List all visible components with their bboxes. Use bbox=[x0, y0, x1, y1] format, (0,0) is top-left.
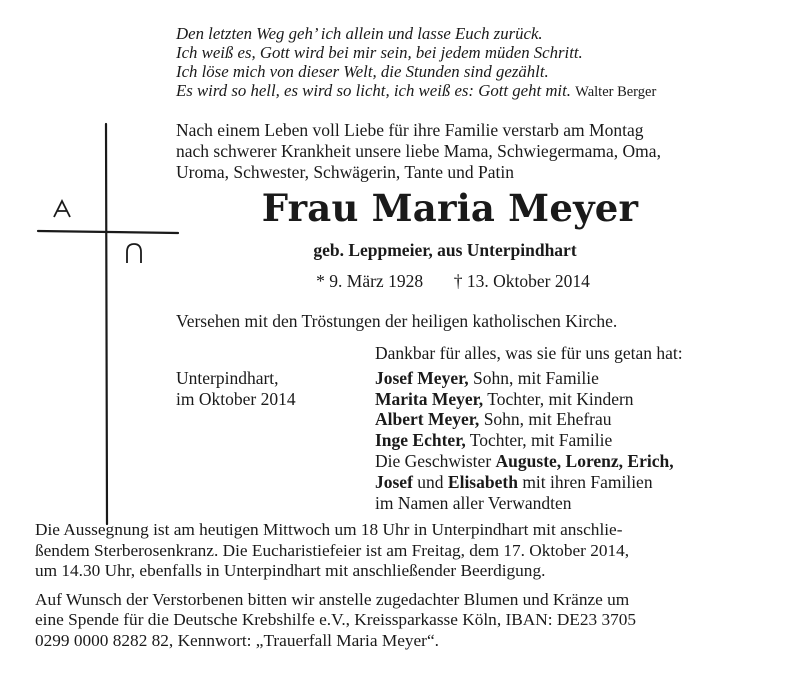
mourner-line bbox=[375, 451, 683, 472]
mourner-relation: Sohn, mit Familie bbox=[468, 367, 599, 388]
mourner-line bbox=[375, 389, 683, 410]
cross-alpha-omega-icon bbox=[30, 120, 190, 530]
poem-line: Ich löse mich von dieser Welt, die Stunden sind gezählt. bbox=[176, 62, 549, 81]
mourner-name: Josef bbox=[375, 471, 413, 492]
intro-text bbox=[176, 120, 661, 183]
mourner-line bbox=[375, 430, 683, 451]
mourner-relation: Sohn, mit Ehefrau bbox=[479, 409, 612, 430]
notice-line: um 14.30 Uhr, ebenfalls in Unterpindhart mit anschließender Beerdigung. bbox=[35, 561, 546, 580]
life-dates bbox=[0, 271, 790, 292]
mourner-conjunction: und bbox=[412, 471, 448, 492]
poem-author: Walter Berger bbox=[575, 84, 657, 100]
mourner-name: Elisabeth bbox=[447, 471, 518, 492]
poem-line-text: Es wird so hell, es wird so licht, ich weiß es: Gott geht mit. bbox=[176, 81, 571, 100]
mourner-relation: mit ihren Familien bbox=[517, 471, 653, 492]
mourner-line bbox=[375, 368, 683, 389]
deceased-subtitle: geb. Leppmeier, aus Unterpindhart bbox=[313, 240, 577, 260]
poem-line: Den letzten Weg geh’ ich allein und lasse Euch zurück. bbox=[176, 24, 543, 43]
notice-line: ßendem Sterberosenkranz. Die Eucharistiefeier ist am Freitag, dem 17. Oktober 2014, bbox=[35, 540, 630, 560]
intro-line: nach schwerer Krankheit unsere liebe Mama, Schwiegermama, Oma, bbox=[176, 141, 661, 161]
place-city: Unterpindhart, bbox=[176, 368, 279, 388]
poem-line bbox=[176, 81, 656, 102]
mourner-line: im Namen aller Verwandten bbox=[375, 492, 572, 513]
mourner-name: Josef Meyer, bbox=[375, 367, 469, 388]
poem-line: Ich weiß es, Gott wird bei mir sein, bei jedem müden Schritt. bbox=[176, 43, 583, 62]
mourner-relation: Tochter, mit Kindern bbox=[483, 388, 634, 409]
death-date: † 13. Oktober 2014 bbox=[453, 271, 590, 291]
notice-line: eine Spende für die Deutsche Krebshilfe e.V., Kreissparkasse Köln, IBAN: DE23 3705 bbox=[35, 610, 637, 629]
mourner-relation: Tochter, mit Familie bbox=[465, 430, 613, 451]
mourner-name: Marita Meyer, bbox=[375, 388, 484, 409]
deceased-name: Frau Maria Meyer bbox=[261, 186, 639, 230]
notice-line: Auf Wunsch der Verstorbenen bitten wir anstelle zugedachter Blumen und Kränze um bbox=[35, 589, 630, 609]
paragraph-gap bbox=[35, 582, 636, 590]
mourner-relation: Die Geschwister bbox=[375, 450, 496, 471]
mourners-intro: Dankbar für alles, was sie für uns getan hat: bbox=[375, 343, 683, 363]
mourner-name: Inge Echter, bbox=[375, 430, 466, 451]
notice-line: 0299 0000 8282 82, Kennwort: „Trauerfall Maria Meyer“. bbox=[35, 630, 439, 650]
mourner-name: Albert Meyer, bbox=[375, 409, 480, 430]
poem bbox=[176, 24, 656, 102]
notice-line: Die Aussegnung ist am heutigen Mittwoch um 18 Uhr in Unterpindhart mit anschlie- bbox=[35, 520, 623, 539]
mourners-list bbox=[375, 343, 683, 513]
mourner-line bbox=[375, 472, 683, 493]
place-and-date bbox=[176, 368, 296, 410]
intro-line: Uroma, Schwester, Schwägerin, Tante und Patin bbox=[176, 162, 514, 182]
place-date: im Oktober 2014 bbox=[176, 389, 296, 409]
notices bbox=[35, 520, 636, 651]
intro-line: Nach einem Leben voll Liebe für ihre Familie verstarb am Montag bbox=[176, 120, 644, 140]
last-rites-text: Versehen mit den Tröstungen der heiligen katholischen Kirche. bbox=[176, 311, 618, 331]
birth-date: * 9. März 1928 bbox=[316, 271, 424, 291]
mourner-name: Auguste, Lorenz, Erich, bbox=[495, 450, 674, 471]
mourner-line bbox=[375, 409, 683, 430]
